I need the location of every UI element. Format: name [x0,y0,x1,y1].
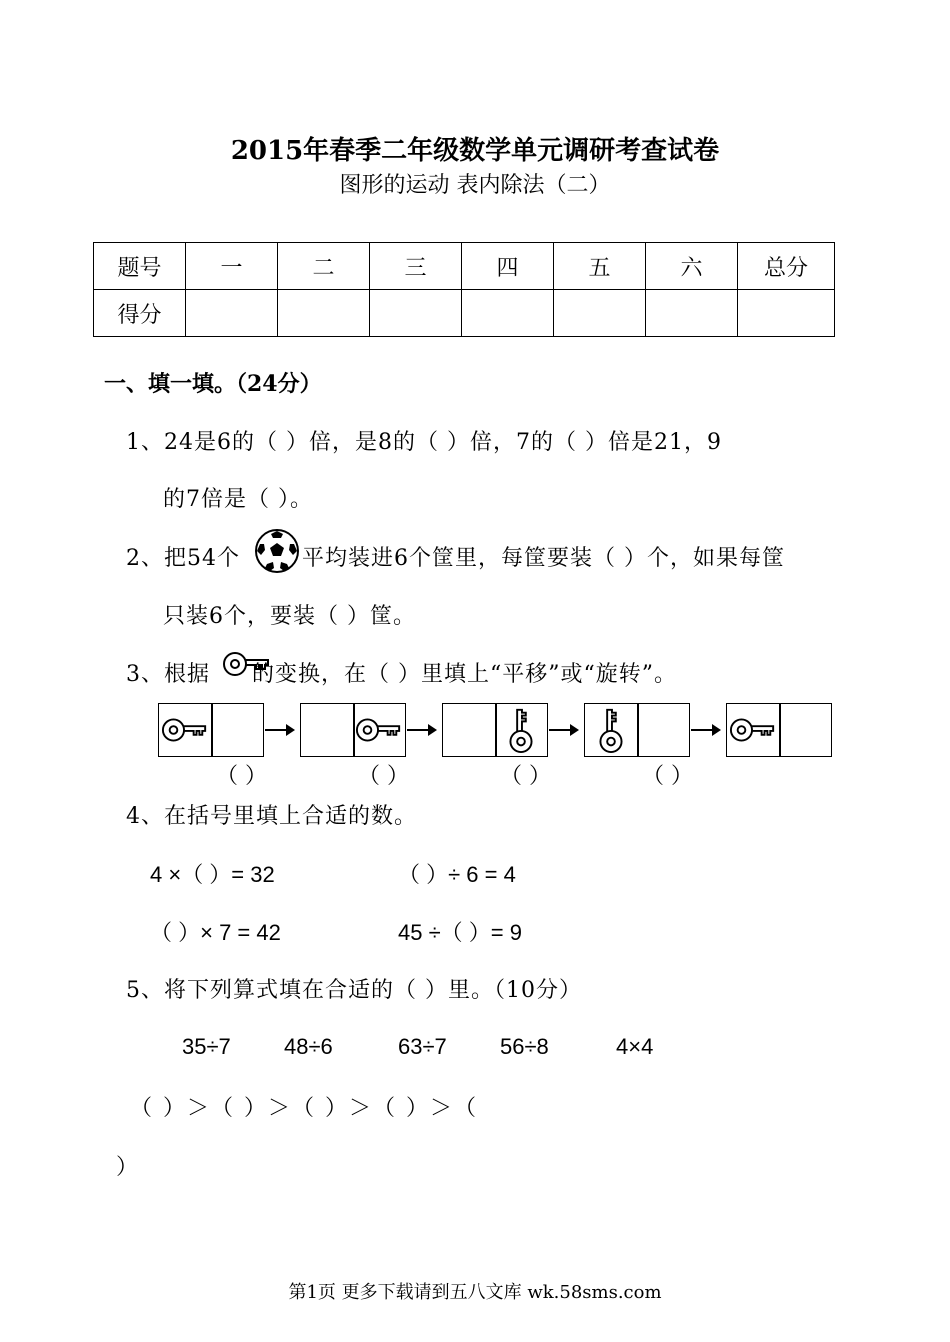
table-cell: 得分 [94,290,186,337]
table-cell: 六 [646,243,738,290]
key-icon [161,714,209,746]
comparison-blank-end: ） [116,1155,140,1180]
expression-item: 48÷6 [284,1034,333,1059]
score-input-cell[interactable] [462,290,554,337]
question-1-line-2: 的7倍是（ ）。 [163,487,313,512]
score-input-cell[interactable] [738,290,835,337]
question-1-line-1: 1、24是6的（ ）倍，是8的（ ）倍，7的（ ）倍是21，9 [126,430,722,455]
score-input-cell[interactable] [186,290,278,337]
expression-item: 56÷8 [500,1034,549,1059]
score-input-cell[interactable] [646,290,738,337]
key-icon [505,706,537,754]
table-cell: 一 [186,243,278,290]
table-row [94,243,835,290]
page-subtitle: 图形的运动 表内除法（二） [339,173,611,198]
table-cell: 二 [278,243,370,290]
table-cell: 题号 [94,243,186,290]
question-3-line-a: 3、根据 [126,662,210,687]
box-pair-3 [442,703,548,757]
answer-blank[interactable]: （ ） [500,764,551,789]
box-pair-4 [584,703,690,757]
equation-2: （ ）÷ 6 = 4 [398,862,516,887]
key-icon [355,714,403,746]
equation-4: 45 ÷（ ）= 9 [398,920,522,945]
arrow-icon [549,729,577,731]
score-table [93,242,835,337]
answer-blank[interactable]: （ ） [216,764,267,789]
box-pair-1 [158,703,264,757]
question-2-line-1b: 平均装进6个筐里，每筐要装（ ）个，如果每筐 [302,546,785,571]
page-footer: 第1页 更多下载请到五八文库 wk.58sms.com [288,1282,662,1303]
box-pair-5 [726,703,832,757]
equation-3: （ ）× 7 = 42 [150,920,281,945]
table-row [94,290,835,337]
question-4-heading: 4、在括号里填上合适的数。 [126,804,417,829]
key-icon [595,706,627,754]
question-2-line-2: 只装6个，要装（ ）筐。 [163,604,416,629]
arrow-icon [691,729,719,731]
table-cell: 总分 [738,243,835,290]
soccer-ball-icon [254,528,300,574]
expression-item: 35÷7 [182,1034,231,1059]
expression-item: 4×4 [616,1034,654,1059]
answer-blank[interactable]: （ ） [642,764,693,789]
table-cell: 四 [462,243,554,290]
arrow-icon [265,729,293,731]
comparison-blanks[interactable]: （ ）＞（ ）＞（ ）＞（ ）＞（ [130,1096,478,1121]
arrow-icon [407,729,435,731]
section-heading: 一、填一填。（24分） [104,371,322,397]
question-5-heading: 5、将下列算式填在合适的（ ）里。（10分） [126,978,582,1003]
question-3-line-b: 的变换，在（ ）里填上“平移”或“旋转”。 [252,662,677,687]
equation-1: 4 ×（ ）= 32 [150,862,275,887]
box-pair-2 [300,703,406,757]
key-icon [729,714,777,746]
answer-blank[interactable]: （ ） [358,764,409,789]
page-title: 2015年春季二年级数学单元调研考查试卷 [230,136,720,166]
expression-item: 63÷7 [398,1034,447,1059]
table-cell: 五 [554,243,646,290]
table-cell: 三 [370,243,462,290]
score-input-cell[interactable] [278,290,370,337]
score-input-cell[interactable] [370,290,462,337]
score-input-cell[interactable] [554,290,646,337]
question-2-line-1a: 2、把54个 [126,546,240,571]
